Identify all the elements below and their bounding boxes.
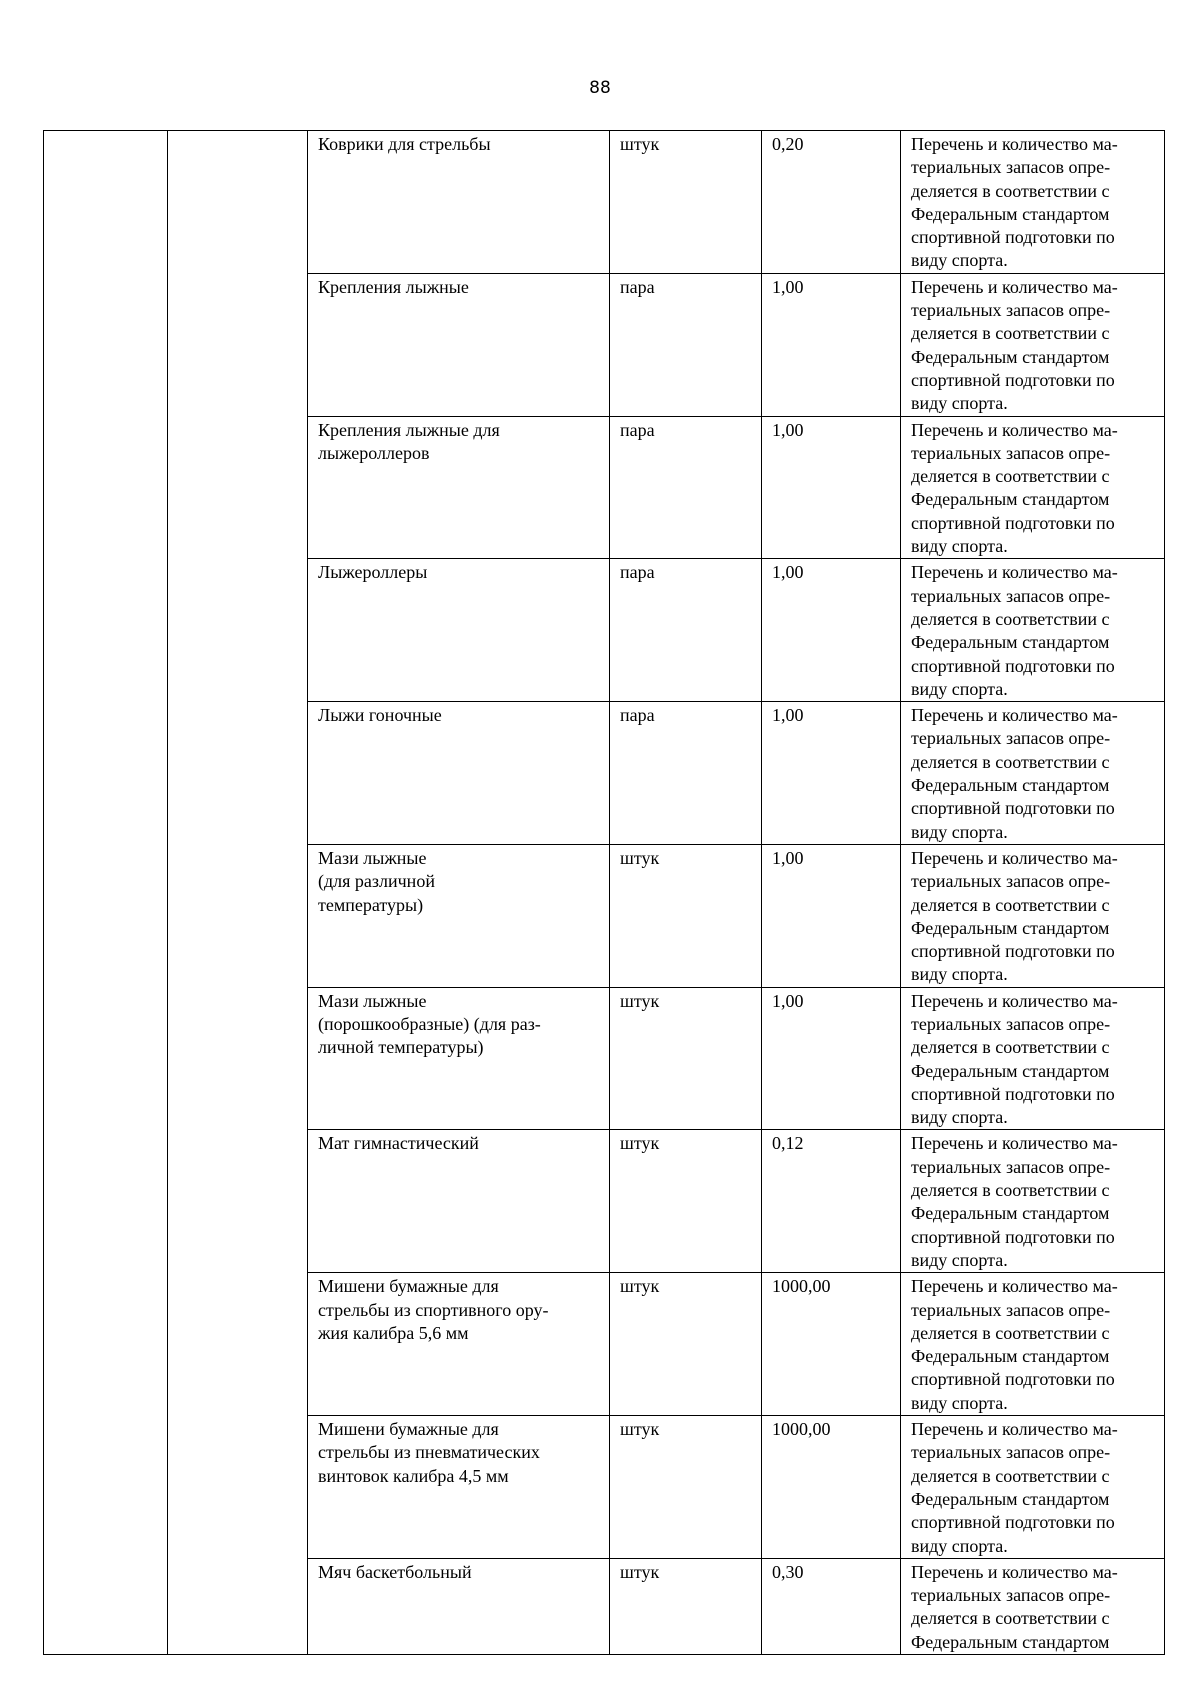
note-cell: Перечень и количество ма- териальных запасов опре- деляется в соответствии с Федеральным стандартом спортивной подготовки по виду спорта.: [901, 844, 1165, 987]
unit-cell: пара: [610, 559, 762, 702]
item-name-cell: Лыжи гоночные: [308, 702, 610, 845]
unit-cell: штук: [610, 987, 762, 1130]
quantity-cell: 1,00: [762, 844, 901, 987]
note-cell: Перечень и количество ма- териальных запасов опре- деляется в соответствии с Федеральным стандартом спортивной подготовки по виду спорта.: [901, 131, 1165, 274]
unit-cell: штук: [610, 131, 762, 274]
item-name-cell: Мишени бумажные для стрельбы из пневматических винтовок калибра 4,5 мм: [308, 1416, 610, 1559]
materials-table-body: [44, 131, 1165, 1655]
page-number: 88: [589, 78, 611, 98]
table-row: [44, 131, 1165, 274]
quantity-cell: 0,30: [762, 1558, 901, 1654]
item-name-cell: Мяч баскетбольный: [308, 1558, 610, 1654]
item-name-cell: Лыжероллеры: [308, 559, 610, 702]
quantity-cell: 1000,00: [762, 1273, 901, 1416]
note-cell: Перечень и количество ма- териальных запасов опре- деляется в соответствии с Федеральным стандартом спортивной подготовки по виду спорта.: [901, 273, 1165, 416]
unit-cell: штук: [610, 1416, 762, 1559]
item-name-cell: Мат гимнастический: [308, 1130, 610, 1273]
unit-cell: штук: [610, 1558, 762, 1654]
quantity-cell: 1,00: [762, 987, 901, 1130]
quantity-cell: 1,00: [762, 273, 901, 416]
note-cell: Перечень и количество ма- териальных запасов опре- деляется в соответствии с Федеральным стандартом: [901, 1558, 1165, 1654]
quantity-cell: 0,20: [762, 131, 901, 274]
unit-cell: штук: [610, 1273, 762, 1416]
quantity-cell: 0,12: [762, 1130, 901, 1273]
note-cell: Перечень и количество ма- териальных запасов опре- деляется в соответствии с Федеральным стандартом спортивной подготовки по виду спорта.: [901, 702, 1165, 845]
item-name-cell: Мишени бумажные для стрельбы из спортивного ору- жия калибра 5,6 мм: [308, 1273, 610, 1416]
note-cell: Перечень и количество ма- териальных запасов опре- деляется в соответствии с Федеральным стандартом спортивной подготовки по виду спорта.: [901, 987, 1165, 1130]
note-cell: Перечень и количество ма- териальных запасов опре- деляется в соответствии с Федеральным стандартом спортивной подготовки по виду спорта.: [901, 416, 1165, 559]
unit-cell: пара: [610, 273, 762, 416]
item-name-cell: Мази лыжные (порошкообразные) (для раз- личной температуры): [308, 987, 610, 1130]
unit-cell: штук: [610, 844, 762, 987]
note-cell: Перечень и количество ма- териальных запасов опре- деляется в соответствии с Федеральным стандартом спортивной подготовки по виду спорта.: [901, 559, 1165, 702]
item-name-cell: Мази лыжные (для различной температуры): [308, 844, 610, 987]
quantity-cell: 1,00: [762, 416, 901, 559]
item-name-cell: Крепления лыжные для лыжероллеров: [308, 416, 610, 559]
materials-table: [43, 130, 1165, 1655]
unit-cell: пара: [610, 702, 762, 845]
note-cell: Перечень и количество ма- териальных запасов опре- деляется в соответствии с Федеральным стандартом спортивной подготовки по виду спорта.: [901, 1130, 1165, 1273]
item-name-cell: Коврики для стрельбы: [308, 131, 610, 274]
merged-cell-col2: [168, 131, 308, 1655]
unit-cell: штук: [610, 1130, 762, 1273]
unit-cell: пара: [610, 416, 762, 559]
quantity-cell: 1,00: [762, 702, 901, 845]
quantity-cell: 1,00: [762, 559, 901, 702]
quantity-cell: 1000,00: [762, 1416, 901, 1559]
merged-cell-col1: [44, 131, 168, 1655]
item-name-cell: Крепления лыжные: [308, 273, 610, 416]
note-cell: Перечень и количество ма- териальных запасов опре- деляется в соответствии с Федеральным стандартом спортивной подготовки по виду спорта.: [901, 1273, 1165, 1416]
note-cell: Перечень и количество ма- териальных запасов опре- деляется в соответствии с Федеральным стандартом спортивной подготовки по виду спорта.: [901, 1416, 1165, 1559]
